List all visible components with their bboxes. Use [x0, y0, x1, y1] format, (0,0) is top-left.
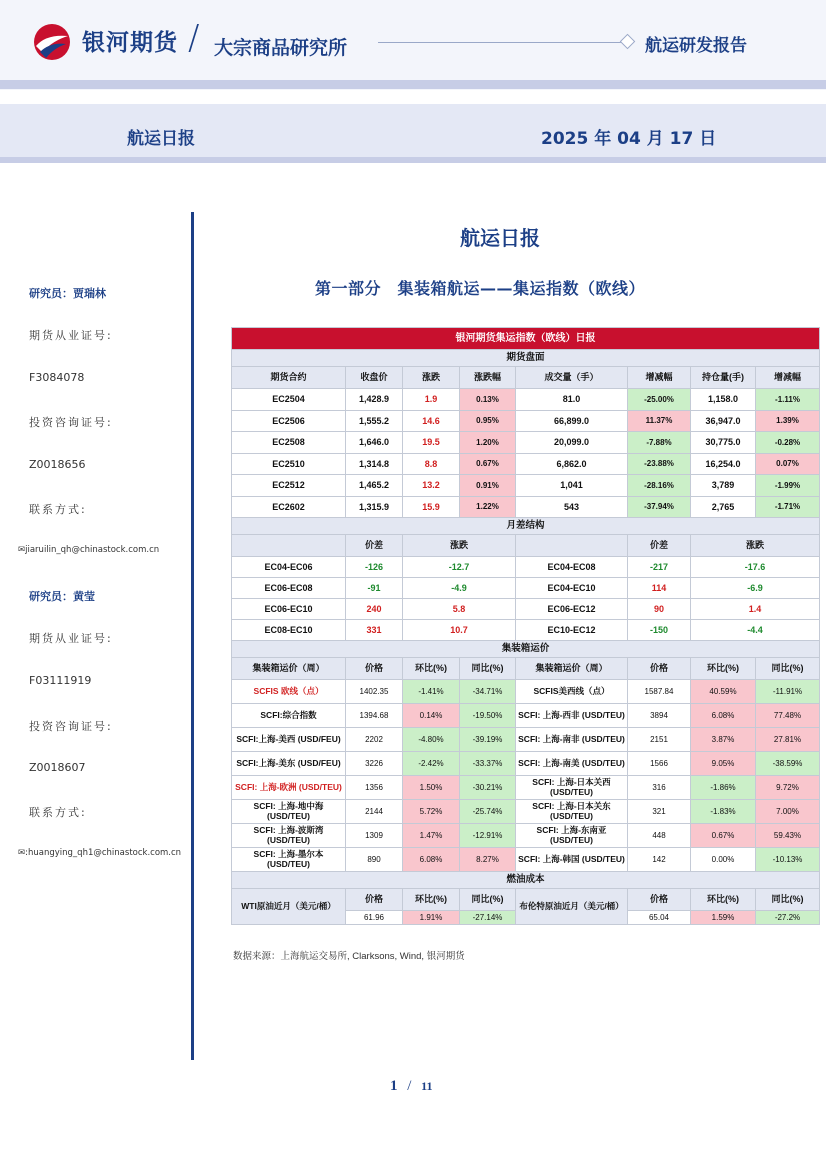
wow-cell: -2.42%: [403, 752, 460, 776]
contract-cell: EC2602: [232, 496, 346, 518]
researcher1-email[interactable]: [18, 545, 159, 555]
researcher1-name: 研究员：贾瑞林: [29, 287, 106, 300]
change-pct-cell: 0.95%: [460, 410, 516, 432]
brent-yoy: -27.2%: [756, 911, 820, 925]
table-row: [232, 776, 820, 800]
wti-yoy: -27.14%: [460, 911, 516, 925]
wow-cell: 1.50%: [403, 776, 460, 800]
table-row: [232, 680, 820, 704]
oi-change-cell: 1.39%: [756, 410, 820, 432]
spread-value: -91: [346, 578, 403, 599]
volume-cell: 1,041: [516, 475, 628, 497]
brand-name: 银河期货: [82, 30, 178, 56]
price-cell: 890: [346, 848, 403, 872]
spread-section-header: 月差结构: [232, 518, 820, 535]
wow-cell: -1.41%: [403, 680, 460, 704]
price-cell: 1356: [346, 776, 403, 800]
brent-price: 65.04: [628, 911, 691, 925]
oi-cell: 36,947.0: [691, 410, 756, 432]
futures-section-header: 期货盘面: [232, 350, 820, 367]
spread-pair: EC06-EC12: [516, 599, 628, 620]
oi-change-cell: 0.07%: [756, 453, 820, 475]
change-cell: 8.8: [403, 453, 460, 475]
yoy-cell: -34.71%: [460, 680, 516, 704]
report-date: 2025 年 04 月 17 日: [541, 129, 717, 149]
spread-value: 331: [346, 620, 403, 641]
page-separator: /: [407, 1078, 412, 1094]
col-header: 持仓量(手): [691, 367, 756, 389]
wow-cell: 1.47%: [403, 824, 460, 848]
route-label: SCFIS 欧线（点）: [232, 680, 346, 704]
col-header: 涨跌: [691, 535, 820, 557]
col-header: 期货合约: [232, 367, 346, 389]
wow-cell: -1.83%: [691, 800, 756, 824]
oi-change-cell: -1.71%: [756, 496, 820, 518]
col-header: 同比(%): [460, 658, 516, 680]
price-cell: 142: [628, 848, 691, 872]
main-title: 航运日报: [460, 226, 540, 250]
change-cell: 15.9: [403, 496, 460, 518]
volume-change-cell: 11.37%: [628, 410, 691, 432]
col-header: 价格: [628, 658, 691, 680]
table-row: [232, 389, 820, 411]
subheader-band: [0, 157, 826, 163]
price-cell: 1587.84: [628, 680, 691, 704]
close-cell: 1,465.2: [346, 475, 403, 497]
table-row: [232, 800, 820, 824]
yoy-cell: -33.37%: [460, 752, 516, 776]
yoy-cell: 59.43%: [756, 824, 820, 848]
researcher2-email[interactable]: [18, 848, 181, 858]
header-rule: [378, 42, 622, 43]
wow-cell: -1.86%: [691, 776, 756, 800]
volume-change-cell: -7.88%: [628, 432, 691, 454]
col-header: 涨跌: [403, 535, 516, 557]
spread-change: -17.6: [691, 557, 820, 578]
spread-change: -6.9: [691, 578, 820, 599]
oi-cell: 1,158.0: [691, 389, 756, 411]
researcher1-futures-cert-label: 期货从业证号:: [29, 329, 113, 342]
col-header: 涨跌幅: [460, 367, 516, 389]
yoy-cell: -19.50%: [460, 704, 516, 728]
route-label: SCFI: 上海-墨尔本 (USD/TEU): [232, 848, 346, 872]
yoy-cell: 27.81%: [756, 728, 820, 752]
wow-cell: 6.08%: [403, 848, 460, 872]
spread-change: 5.8: [403, 599, 516, 620]
researcher2-contact-label: 联系方式:: [29, 806, 87, 819]
price-cell: 1402.35: [346, 680, 403, 704]
price-cell: 1394.68: [346, 704, 403, 728]
route-label: SCFI: 上海-日本关东 (USD/TEU): [516, 800, 628, 824]
col-header: 环比(%): [403, 889, 460, 911]
contract-cell: EC2506: [232, 410, 346, 432]
wow-cell: 3.87%: [691, 728, 756, 752]
col-header: 价格: [346, 658, 403, 680]
brent-wow: 1.59%: [691, 911, 756, 925]
close-cell: 1,314.8: [346, 453, 403, 475]
container-section-header: 集装箱运价: [232, 641, 820, 658]
contract-cell: EC2510: [232, 453, 346, 475]
yoy-cell: -30.21%: [460, 776, 516, 800]
price-cell: 1566: [628, 752, 691, 776]
wow-cell: 0.00%: [691, 848, 756, 872]
change-pct-cell: 0.13%: [460, 389, 516, 411]
route-label: SCFI:上海-美西 (USD/FEU): [232, 728, 346, 752]
researcher1-advisory-cert-label: 投资咨询证号:: [29, 416, 113, 429]
spread-pair: EC06-EC10: [232, 599, 346, 620]
col-header: 价差: [628, 535, 691, 557]
table-row: [232, 432, 820, 454]
table-row: [232, 599, 820, 620]
spread-pair: EC08-EC10: [232, 620, 346, 641]
col-header: 价格: [628, 889, 691, 911]
page-header: [0, 0, 826, 90]
change-cell: 13.2: [403, 475, 460, 497]
spread-value: 114: [628, 578, 691, 599]
yoy-cell: -10.13%: [756, 848, 820, 872]
researcher1-email-text: jiaruilin_qh@chinastock.com.cn: [25, 545, 160, 555]
col-header: 成交量（手）: [516, 367, 628, 389]
table-row: [232, 704, 820, 728]
route-label: SCFI: 上海-南非 (USD/TEU): [516, 728, 628, 752]
spread-pair: EC04-EC10: [516, 578, 628, 599]
diamond-icon: [620, 34, 636, 50]
researcher1-advisory-cert: Z0018656: [29, 458, 86, 471]
wow-cell: -4.80%: [403, 728, 460, 752]
contract-cell: EC2508: [232, 432, 346, 454]
close-cell: 1,555.2: [346, 410, 403, 432]
volume-cell: 81.0: [516, 389, 628, 411]
table-row: [232, 410, 820, 432]
volume-cell: 543: [516, 496, 628, 518]
col-header: [516, 535, 628, 557]
table-row: [232, 578, 820, 599]
page-current: 1: [390, 1078, 398, 1094]
table-row: [232, 848, 820, 872]
volume-cell: 6,862.0: [516, 453, 628, 475]
contract-cell: EC2504: [232, 389, 346, 411]
route-label: SCFI: 上海-地中海 (USD/TEU): [232, 800, 346, 824]
header-band: [0, 80, 826, 89]
researcher2-name: 研究员：黄莹: [29, 590, 95, 603]
change-cell: 19.5: [403, 432, 460, 454]
price-cell: 3226: [346, 752, 403, 776]
col-header: 同比(%): [460, 889, 516, 911]
wow-cell: 0.67%: [691, 824, 756, 848]
route-label: SCFI: 上海-欧洲 (USD/TEU): [232, 776, 346, 800]
spread-value: -217: [628, 557, 691, 578]
table-row: [232, 475, 820, 497]
route-label: SCFI: 上海-日本关西 (USD/TEU): [516, 776, 628, 800]
table-title: 银河期货集运指数（欧线）日报: [232, 328, 820, 350]
price-cell: 316: [628, 776, 691, 800]
data-source: 数据来源：上海航运交易所, Clarksons, Wind, 银河期货: [233, 951, 465, 962]
researcher2-advisory-cert: Z0018607: [29, 761, 86, 774]
spread-change: -4.4: [691, 620, 820, 641]
table-row: [232, 752, 820, 776]
close-cell: 1,646.0: [346, 432, 403, 454]
col-header: 价格: [346, 889, 403, 911]
oi-change-cell: -0.28%: [756, 432, 820, 454]
spread-pair: EC04-EC08: [516, 557, 628, 578]
contract-cell: EC2512: [232, 475, 346, 497]
yoy-cell: -38.59%: [756, 752, 820, 776]
change-pct-cell: 0.67%: [460, 453, 516, 475]
yoy-cell: -39.19%: [460, 728, 516, 752]
col-header: 集装箱运价（周）: [516, 658, 628, 680]
price-cell: 3894: [628, 704, 691, 728]
col-header: 环比(%): [691, 658, 756, 680]
col-header: 收盘价: [346, 367, 403, 389]
spread-value: -126: [346, 557, 403, 578]
researcher2-advisory-cert-label: 投资咨询证号:: [29, 720, 113, 733]
galaxy-logo-icon: [32, 22, 72, 62]
researcher2-email-text: :huangying_qh1@chinastock.com.cn: [25, 848, 182, 858]
col-header: 增减幅: [756, 367, 820, 389]
route-label: SCFI: 上海-东南亚 (USD/TEU): [516, 824, 628, 848]
volume-change-cell: -28.16%: [628, 475, 691, 497]
change-pct-cell: 1.20%: [460, 432, 516, 454]
table-row: [232, 453, 820, 475]
brent-label: 布伦特原油近月（美元/桶）: [516, 889, 628, 925]
wow-cell: 5.72%: [403, 800, 460, 824]
col-header: 涨跌: [403, 367, 460, 389]
header-divider: /: [188, 18, 200, 58]
col-header: 增减幅: [628, 367, 691, 389]
researcher1-futures-cert: F3084078: [29, 371, 85, 384]
volume-change-cell: -23.88%: [628, 453, 691, 475]
close-cell: 1,428.9: [346, 389, 403, 411]
col-header: [232, 535, 346, 557]
route-label: SCFI: 上海-南美 (USD/TEU): [516, 752, 628, 776]
wti-label: WTI原油近月（美元/桶）: [232, 889, 346, 925]
col-header: 集装箱运价（周）: [232, 658, 346, 680]
yoy-cell: 7.00%: [756, 800, 820, 824]
spread-value: 240: [346, 599, 403, 620]
oi-change-cell: -1.11%: [756, 389, 820, 411]
spread-change: 1.4: [691, 599, 820, 620]
route-label: SCFI:上海-美东 (USD/FEU): [232, 752, 346, 776]
section-title: 第一部分 集装箱航运——集运指数（欧线）: [315, 279, 646, 298]
price-cell: 2202: [346, 728, 403, 752]
price-cell: 448: [628, 824, 691, 848]
volume-change-cell: -37.94%: [628, 496, 691, 518]
spread-change: 10.7: [403, 620, 516, 641]
table-row: [232, 620, 820, 641]
change-cell: 14.6: [403, 410, 460, 432]
report-type: 航运研发报告: [645, 36, 747, 56]
price-cell: 2151: [628, 728, 691, 752]
col-header: 价差: [346, 535, 403, 557]
oi-change-cell: -1.99%: [756, 475, 820, 497]
col-header: 环比(%): [403, 658, 460, 680]
page-total: 11: [421, 1079, 433, 1093]
yoy-cell: 9.72%: [756, 776, 820, 800]
spread-change: -4.9: [403, 578, 516, 599]
wow-cell: 0.14%: [403, 704, 460, 728]
route-label: SCFI: 上海-西非 (USD/TEU): [516, 704, 628, 728]
close-cell: 1,315.9: [346, 496, 403, 518]
oi-cell: 30,775.0: [691, 432, 756, 454]
subheader-title: 航运日报: [127, 129, 195, 149]
yoy-cell: 8.27%: [460, 848, 516, 872]
spread-pair: EC10-EC12: [516, 620, 628, 641]
volume-cell: 66,899.0: [516, 410, 628, 432]
spread-value: 90: [628, 599, 691, 620]
route-label: SCFI: 上海-波斯湾 (USD/TEU): [232, 824, 346, 848]
yoy-cell: -25.74%: [460, 800, 516, 824]
researcher2-futures-cert-label: 期货从业证号:: [29, 632, 113, 645]
spread-pair: EC06-EC08: [232, 578, 346, 599]
wow-cell: 9.05%: [691, 752, 756, 776]
change-pct-cell: 1.22%: [460, 496, 516, 518]
col-header: 环比(%): [691, 889, 756, 911]
yoy-cell: 77.48%: [756, 704, 820, 728]
route-label: SCFIS美西线（点）: [516, 680, 628, 704]
department-name: 大宗商品研究所: [214, 37, 348, 59]
spread-pair: EC04-EC06: [232, 557, 346, 578]
table-row: [232, 557, 820, 578]
route-label: SCFI: 上海-韩国 (USD/TEU): [516, 848, 628, 872]
table-row: [232, 496, 820, 518]
wti-wow: 1.91%: [403, 911, 460, 925]
change-cell: 1.9: [403, 389, 460, 411]
oi-cell: 2,765: [691, 496, 756, 518]
col-header: 同比(%): [756, 658, 820, 680]
change-pct-cell: 0.91%: [460, 475, 516, 497]
volume-cell: 20,099.0: [516, 432, 628, 454]
report-table: [231, 327, 819, 925]
table-row: [232, 824, 820, 848]
oi-cell: 16,254.0: [691, 453, 756, 475]
yoy-cell: -12.91%: [460, 824, 516, 848]
price-cell: 2144: [346, 800, 403, 824]
wow-cell: 6.08%: [691, 704, 756, 728]
fuel-section-header: 燃油成本: [232, 872, 820, 889]
col-header: 同比(%): [756, 889, 820, 911]
researcher2-futures-cert: F03111919: [29, 674, 92, 687]
price-cell: 1309: [346, 824, 403, 848]
wow-cell: 40.59%: [691, 680, 756, 704]
spread-value: -150: [628, 620, 691, 641]
table-row: [232, 728, 820, 752]
researcher1-contact-label: 联系方式:: [29, 503, 87, 516]
oi-cell: 3,789: [691, 475, 756, 497]
envelope-icon: ✉: [18, 848, 26, 858]
yoy-cell: -11.91%: [756, 680, 820, 704]
page-number: [390, 1078, 433, 1095]
price-cell: 321: [628, 800, 691, 824]
route-label: SCFI:综合指数: [232, 704, 346, 728]
spread-change: -12.7: [403, 557, 516, 578]
envelope-icon: ✉: [18, 545, 26, 555]
wti-price: 61.96: [346, 911, 403, 925]
sidebar-divider: [191, 212, 194, 1060]
volume-change-cell: -25.00%: [628, 389, 691, 411]
